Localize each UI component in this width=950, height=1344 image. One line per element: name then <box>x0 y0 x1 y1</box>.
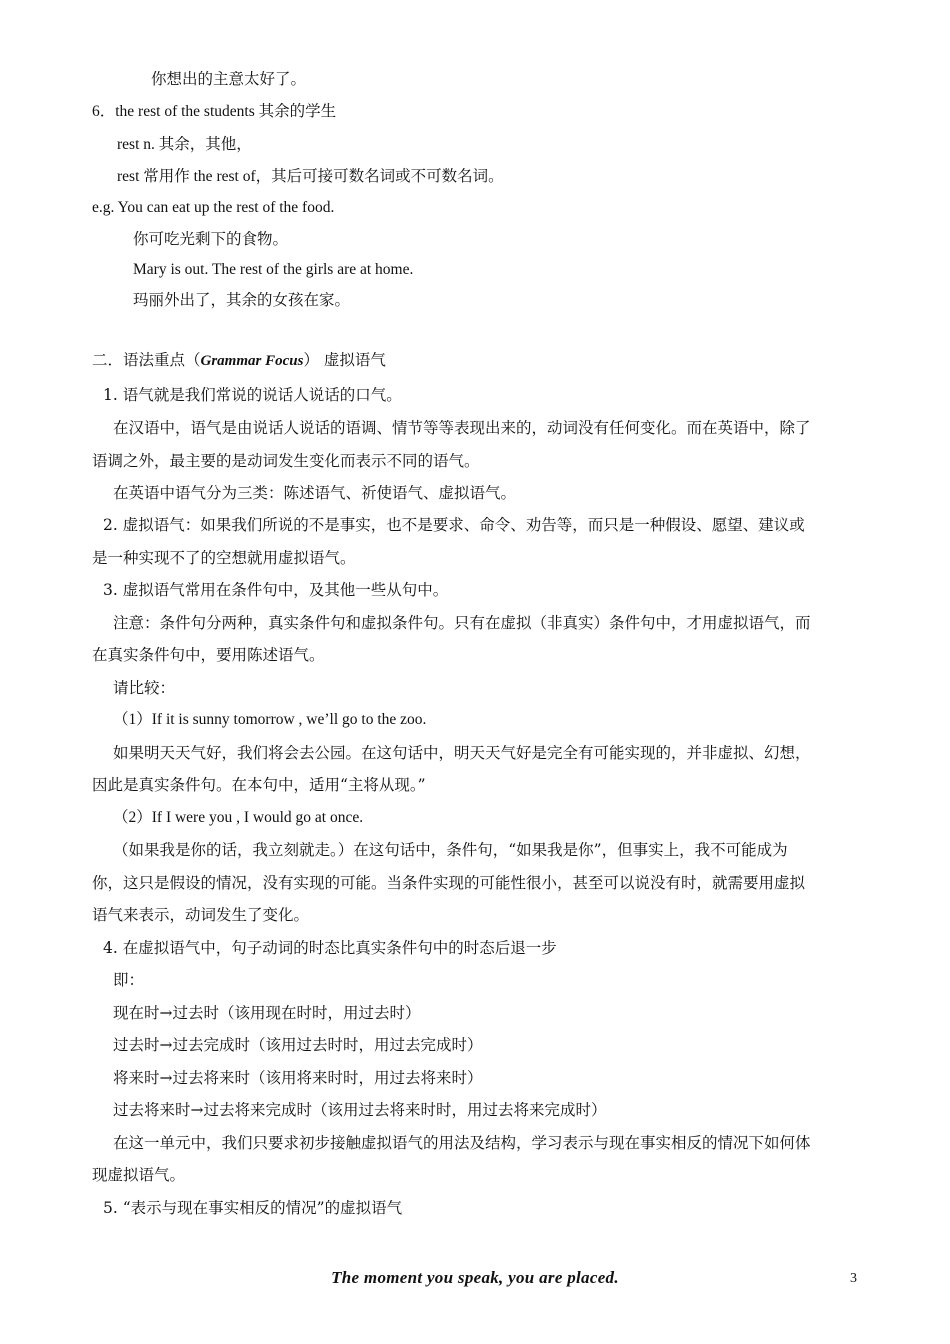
text-line: 如果明天天气好，我们将会去公园。在这句话中，明天天气好是完全有可能实现的，并非虚拟、幻想， <box>113 744 811 762</box>
text-line: （如果我是你的话，我立刻就走。）在这句话中，条件句，“如果我是你”，但事实上，我不可能成为 <box>113 841 788 859</box>
text-line: 你可吃光剩下的食物。 <box>133 230 289 248</box>
example-line: （1）If it is sunny tomorrow , we’ll go to the zoo. <box>113 711 427 728</box>
text-line: rest 常用作 the rest of，其后可接可数名词或不可数名词。 <box>117 168 504 185</box>
numbered-point: 5. “表示与现在事实相反的情况”的虚拟语气 <box>103 1199 403 1217</box>
text-line: 是一种实现不了的空想就用虚拟语气。 <box>92 549 356 567</box>
text-line: 你，这只是假设的情况，没有实现的可能。当条件实现的可能性很小，甚至可以说没有时，就需要用虚拟 <box>92 874 806 892</box>
text-line: 现虚拟语气。 <box>92 1166 186 1184</box>
tense-rule: 过去时→过去完成时（该用过去时时，用过去完成时） <box>113 1036 483 1054</box>
section-suffix: ） 虚拟语气 <box>303 351 386 369</box>
text-line: 注意：条件句分两种，真实条件句和虚拟条件句。只有在虚拟（非真实）条件句中，才用虚拟语气，而 <box>113 614 811 632</box>
example-line: （2）If I were you , I would go at once. <box>113 809 364 826</box>
footer-motto: The moment you speak, you are placed. <box>331 1268 619 1287</box>
text-line: 语气来表示，动词发生了变化。 <box>92 906 310 924</box>
tense-rule: 过去将来时→过去将来完成时（该用过去将来时时，用过去将来完成时） <box>113 1101 607 1119</box>
tense-rule: 将来时→过去将来时（该用将来时时，用过去将来时） <box>113 1069 483 1087</box>
section-heading <box>92 350 386 371</box>
text-line: 请比较： <box>113 679 176 697</box>
text-line: 语调之外，最主要的是动词发生变化而表示不同的语气。 <box>92 452 480 470</box>
text-line: rest n. 其余，其他， <box>117 136 252 153</box>
text-line: 即： <box>113 971 145 989</box>
example-line: Mary is out. The rest of the girls are at home. <box>133 261 414 278</box>
tense-rule: 现在时→过去时（该用现在时时，用过去时） <box>113 1004 421 1022</box>
text-line: 在这一单元中，我们只要求初步接触虚拟语气的用法及结构，学习表示与现在事实相反的情况下如何体 <box>113 1134 811 1152</box>
text-line: 你想出的主意太好了。 <box>151 70 307 88</box>
item-heading: 6．the rest of the students 其余的学生 <box>92 103 337 120</box>
text-line: 在英语中语气分为三类：陈述语气、祈使语气、虚拟语气。 <box>113 484 517 502</box>
numbered-point: 2. 虚拟语气：如果我们所说的不是事实，也不是要求、命令、劝告等，而只是一种假设、愿望、建议或 <box>103 516 805 534</box>
section-prefix: 二．语法重点（ <box>92 351 201 369</box>
numbered-point: 1. 语气就是我们常说的说话人说话的口气。 <box>103 386 402 404</box>
example-line: e.g. You can eat up the rest of the food. <box>92 199 335 216</box>
text-line: 在真实条件句中，要用陈述语气。 <box>92 646 325 664</box>
numbered-point: 4. 在虚拟语气中，句子动词的时态比真实条件句中的时态后退一步 <box>103 939 557 957</box>
grammar-focus-label: Grammar Focus <box>200 353 304 369</box>
text-line: 玛丽外出了，其余的女孩在家。 <box>133 291 351 309</box>
text-line: 因此是真实条件句。在本句中，适用“主将从现。” <box>92 776 426 794</box>
text-line: 在汉语中，语气是由说话人说话的语调、情节等等表现出来的，动词没有任何变化。而在英语中，除了 <box>113 419 811 437</box>
numbered-point: 3. 虚拟语气常用在条件句中，及其他一些从句中。 <box>103 581 449 599</box>
page-number: 3 <box>850 1271 857 1286</box>
